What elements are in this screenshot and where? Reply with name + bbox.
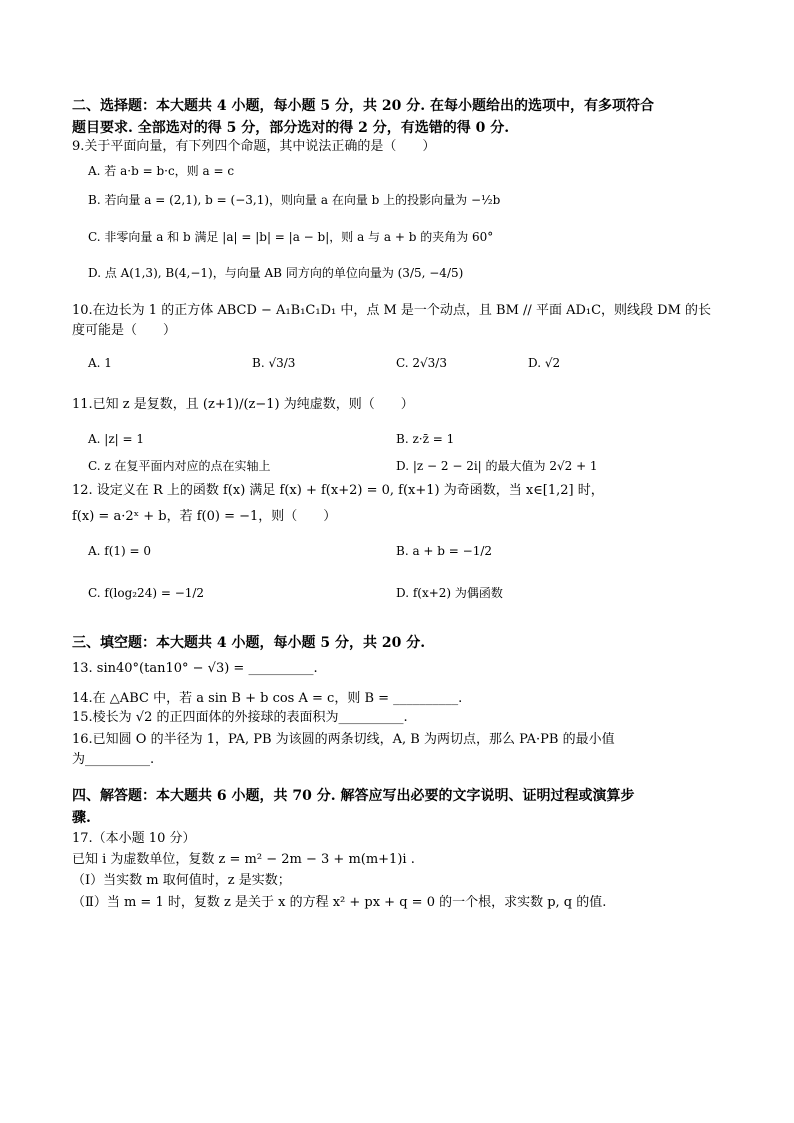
q10-option-d: D. √2 <box>528 356 561 370</box>
section2-heading-line2: 题目要求. 全部选对的得 5 分，部分选对的得 2 分，有选错的得 0 分. <box>72 120 510 136</box>
q9-option-d: D. 点 A(1,3), B(4,−1)，与向量 AB 同方向的单位向量为 (3/5, −4/5) <box>88 266 464 280</box>
q12-option-b: B. a + b = −1/2 <box>396 544 493 558</box>
section2-heading-line1: 二、选择题：本大题共 4 小题，每小题 5 分，共 20 分. 在每小题给出的选项中，有多项符合 <box>72 98 654 114</box>
section4-heading-line2: 骤. <box>72 810 91 826</box>
q16-line2: 为__________. <box>72 752 155 767</box>
q17-part2: （Ⅱ）当 m = 1 时，复数 z 是关于 x 的方程 x² + px + q = 0 的一个根，求实数 p, q 的值. <box>72 895 607 910</box>
q15-text: 15.棱长为 √2 的正四面体的外接球的表面积为__________. <box>72 710 408 725</box>
q10-stem-line1: 10.在边长为 1 的正方体 ABCD − A₁B₁C₁D₁ 中，点 M 是一个动点，且 BM // 平面 AD₁C，则线段 DM 的长 <box>72 303 712 318</box>
q12-option-c: C. f(log₂24) = −1/2 <box>88 586 205 600</box>
q12-option-a: A. f(1) = 0 <box>88 544 152 558</box>
q12-stem-line1: 12. 设定义在 R 上的函数 f(x) 满足 f(x) + f(x+2) = 0, f(x+1) 为奇函数，当 x∈[1,2] 时， <box>72 483 604 498</box>
q9-option-a: A. 若 a·b = b·c，则 a = c <box>88 164 235 178</box>
q10-option-b: B. √3/3 <box>252 356 296 370</box>
section3-heading: 三、填空题：本大题共 4 小题，每小题 5 分，共 20 分. <box>72 635 426 651</box>
q9-option-c: C. 非零向量 a 和 b 满足 |a| = |b| = |a − b|，则 a 与 a + b 的夹角为 60° <box>88 230 494 244</box>
q12-option-d: D. f(x+2) 为偶函数 <box>396 586 503 600</box>
q11-option-c: C. z 在复平面内对应的点在实轴上 <box>88 459 271 473</box>
q14-text: 14.在 △ABC 中，若 a sin B + b cos A = c，则 B = __________. <box>72 691 463 706</box>
q17-title: 17.（本小题 10 分） <box>72 831 196 846</box>
q9-stem: 9.关于平面向量，有下列四个命题，其中说法正确的是（ ） <box>72 139 436 154</box>
q10-option-c: C. 2√3/3 <box>396 356 447 370</box>
q11-option-d: D. |z − 2 − 2i| 的最大值为 2√2 + 1 <box>396 459 598 473</box>
q17-stem: 已知 i 为虚数单位，复数 z = m² − 2m − 3 + m(m+1)i . <box>72 852 415 867</box>
q11-option-a: A. |z| = 1 <box>88 432 145 446</box>
q11-option-b: B. z·z̄ = 1 <box>396 432 455 446</box>
q13-text: 13. sin40°(tan10° − √3) = __________. <box>72 661 318 676</box>
q10-stem-line2: 度可能是（ ） <box>72 323 177 338</box>
q17-part1: （Ⅰ）当实数 m 取何值时，z 是实数； <box>72 873 291 888</box>
q12-stem-line2: f(x) = a·2ˣ + b，若 f(0) = −1，则（ ） <box>72 509 337 524</box>
q10-option-a: A. 1 <box>88 356 112 370</box>
section4-heading-line1: 四、解答题：本大题共 6 小题，共 70 分. 解答应写出必要的文字说明、证明过程或演算步 <box>72 788 635 804</box>
q16-line1: 16.已知圆 O 的半径为 1，PA, PB 为该圆的两条切线，A, B 为两切点，那么 PA·PB 的最小值 <box>72 732 615 747</box>
q11-stem: 11.已知 z 是复数，且 (z+1)/(z−1) 为纯虚数，则（ ） <box>72 397 414 412</box>
q9-option-b: B. 若向量 a = (2,1), b = (−3,1)，则向量 a 在向量 b 上的投影向量为 −½b <box>88 193 501 207</box>
